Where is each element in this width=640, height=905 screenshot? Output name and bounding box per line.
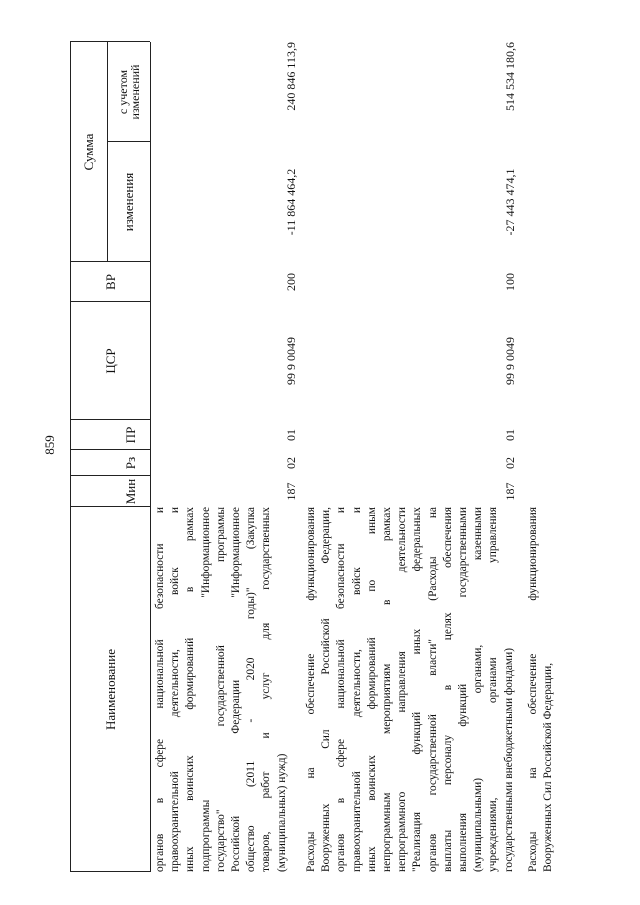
header-name: Наименование (102, 649, 118, 730)
header-rz: Рз (122, 456, 138, 470)
row-2-pr: 01 (503, 429, 517, 441)
name-line: выполнения функций государственными (457, 507, 470, 872)
header-with-changes: с учетом изменений (115, 64, 142, 120)
name-line: правоохранительной деятельности, войск и (350, 507, 363, 872)
row-1-changes: -11 864 464,2 (284, 168, 298, 236)
row-2-rz: 02 (503, 457, 517, 469)
header-min: Мин (122, 478, 138, 505)
header-sum: Сумма (81, 133, 96, 171)
table-row-2-name (304, 507, 517, 872)
name-line: общество (2011 - 2020 годы)" (Закупка (245, 507, 258, 872)
name-line: учреждениями, органами управления (487, 507, 500, 872)
name-line: Российской Федерации "Информационное (230, 507, 243, 872)
name-line: государственными внебюджетными фондами) (502, 647, 515, 872)
name-line: органов в сфере национальной безопасности и (154, 507, 166, 872)
header-vr: ВР (102, 274, 118, 290)
name-line: Расходы на обеспечение функционирования (527, 507, 539, 872)
header-pr: ПР (122, 426, 138, 444)
row-2-csr: 99 9 0049 (503, 337, 517, 385)
name-line: Вооруженных Сил Российской Федерации, (320, 507, 333, 872)
header-bottom-border (150, 42, 151, 872)
page-number: 859 (42, 435, 57, 455)
name-line: непрограммного направления деятельности (396, 507, 409, 872)
name-line: Вооруженных Сил Российской Федерации, (542, 662, 555, 872)
header-changes: изменения (121, 172, 136, 232)
name-line: правоохранительной деятельности, войск и (169, 507, 182, 872)
row-1-vr: 200 (284, 273, 298, 291)
name-line: органов в сфере национальной безопасности и (335, 507, 348, 872)
name-line: товаров, работ и услуг для государственных (260, 507, 273, 872)
table-row-1-name (153, 507, 290, 872)
name-line: непрограммным мероприятиям в рамках (381, 507, 394, 872)
row-1-rz: 02 (284, 457, 298, 469)
name-line: (муниципальными) органами, казенными (472, 507, 485, 872)
name-line: иных воинских формирований по иным (365, 507, 378, 872)
table-row-3-name (526, 507, 556, 872)
name-line: иных воинских формирований в рамках (184, 507, 197, 872)
row-1-pr: 01 (284, 429, 298, 441)
row-2-vr: 100 (503, 273, 517, 291)
name-line: "Реализация функций иных федеральных (411, 507, 424, 872)
name-line: выплаты персоналу в целях обеспечения (441, 507, 454, 872)
row-2-with-changes: 514 534 180,6 (503, 42, 517, 111)
row-1-with-changes: 240 846 113,9 (284, 42, 298, 111)
name-line: Расходы на обеспечение функционирования (305, 507, 317, 872)
header-csr: ЦСР (102, 348, 118, 374)
name-line: (муниципальных) нужд) (275, 753, 288, 872)
name-line: подпрограммы "Информационное (199, 507, 212, 872)
name-line: государство" государственной программы (214, 507, 227, 872)
row-2-min: 187 (503, 482, 517, 501)
row-1-csr: 99 9 0049 (284, 337, 298, 385)
name-line: органов государственной власти" (Расходы на (426, 507, 439, 872)
row-1-min: 187 (284, 482, 298, 501)
row-2-changes: -27 443 474,1 (503, 168, 517, 236)
